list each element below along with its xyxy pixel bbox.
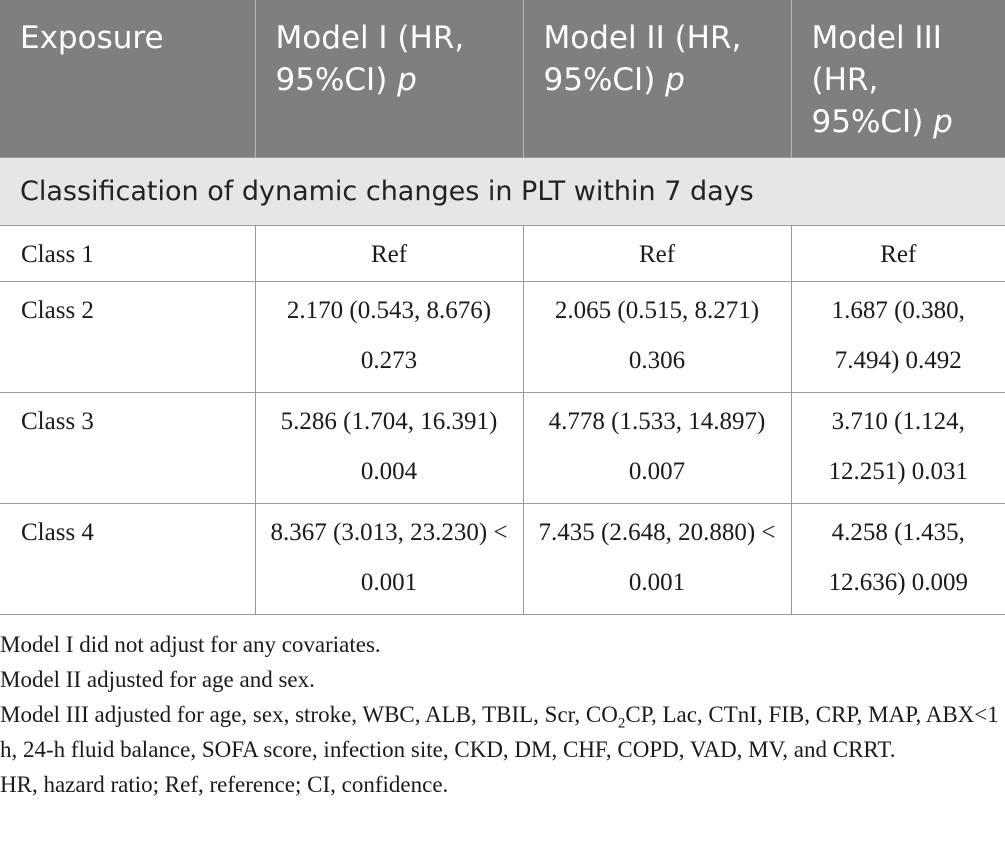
table-footnotes (0, 627, 1000, 802)
cell-model-3: 3.710 (1.124, 12.251) 0.031 (791, 393, 1005, 504)
cell-model-1: 2.170 (0.543, 8.676) 0.273 (255, 282, 523, 393)
row-exposure: Class 3 (0, 393, 255, 504)
cell-model-2: 2.065 (0.515, 8.271) 0.306 (523, 282, 791, 393)
cell-model-2: 7.435 (2.648, 20.880) < 0.001 (523, 504, 791, 615)
cell-model-3: 4.258 (1.435, 12.636) 0.009 (791, 504, 1005, 615)
header-model-3: Model III (HR, 95%CI) p (791, 0, 1005, 158)
footnote-model-3: Model III adjusted for age, sex, stroke, WBC, ALB, TBIL, Scr, $CO_2CP$, Lac, CTnI, FIB, CRP, MAP, ABX<1 h, 24-h fluid balance, SOFA score, infection site, CKD, DM, CHF, COPD, VAD, MV, and CRRT. (0, 702, 999, 762)
row-exposure: Class 1 (0, 226, 255, 282)
header-exposure: Exposure (0, 0, 255, 158)
table-row (0, 226, 1005, 282)
table-row (0, 282, 1005, 393)
p-symbol: p (665, 62, 685, 98)
cell-model-1: 5.286 (1.704, 16.391) 0.004 (255, 393, 523, 504)
table-row (0, 504, 1005, 615)
cell-model-2: 4.778 (1.533, 14.897) 0.007 (523, 393, 791, 504)
subscript-two: 2 (617, 715, 626, 732)
cell-model-1: 8.367 (3.013, 23.230) < 0.001 (255, 504, 523, 615)
table-header-row (0, 0, 1005, 158)
cell-model-1: Ref (255, 226, 523, 282)
section-row (0, 158, 1005, 226)
row-exposure: Class 4 (0, 504, 255, 615)
footnote-model-2: Model II adjusted for age and sex. (0, 667, 315, 692)
cell-model-3: 1.687 (0.380, 7.494) 0.492 (791, 282, 1005, 393)
row-exposure: Class 2 (0, 282, 255, 393)
p-symbol: p (933, 104, 953, 140)
header-model-2: Model II (HR, 95%CI) p (523, 0, 791, 158)
section-title: Classification of dynamic changes in PLT within 7 days (0, 158, 1005, 226)
footnote-abbreviations: HR, hazard ratio; Ref, reference; CI, confidence. (0, 772, 449, 797)
table-row (0, 393, 1005, 504)
footnote-model-1: Model I did not adjust for any covariates. (0, 632, 381, 657)
cell-model-2: Ref (523, 226, 791, 282)
header-model-1: Model I (HR, 95%CI) p (255, 0, 523, 158)
cell-model-3: Ref (791, 226, 1005, 282)
p-symbol: p (397, 62, 417, 98)
